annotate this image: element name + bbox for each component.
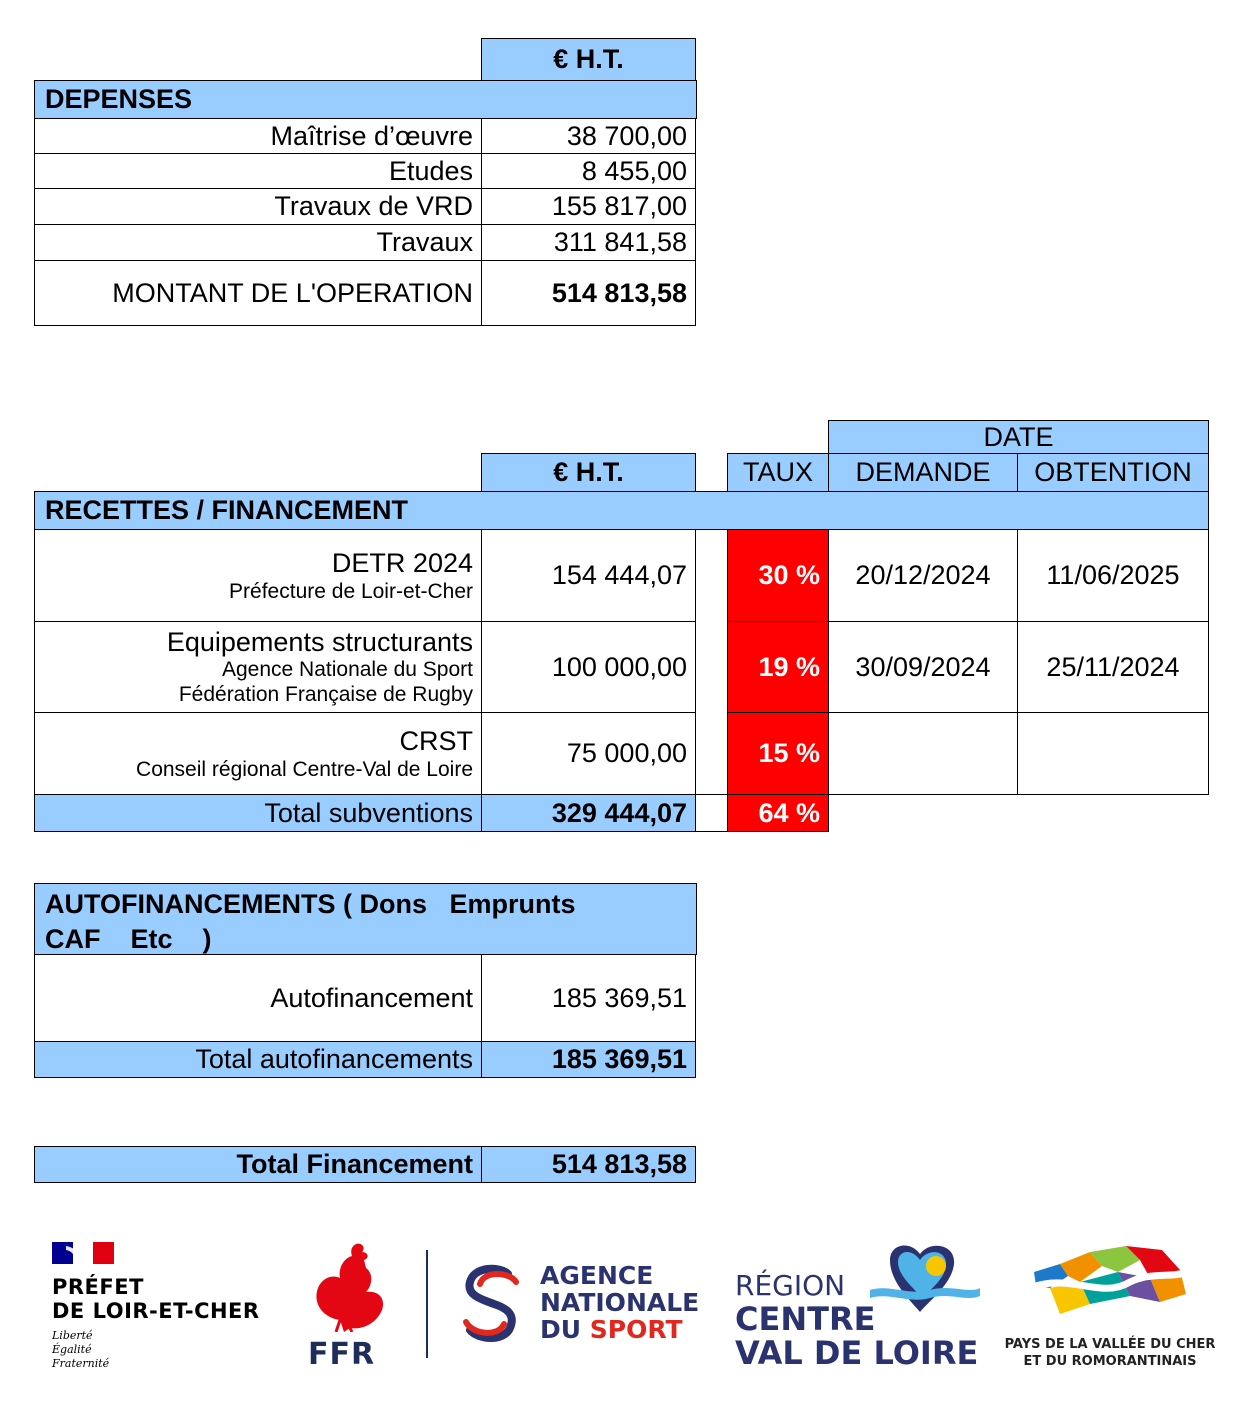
total-autofinancements-label: Total autofinancements [34,1041,482,1078]
depenses-row-label: Etudes [34,153,482,189]
funding-source-cell [34,621,482,713]
obtention-date: 25/11/2024 [1017,621,1209,713]
autofinancement-value: 185 369,51 [481,954,696,1042]
logo-divider [426,1250,428,1358]
obtention-date: 11/06/2025 [1017,529,1209,622]
ffr-logo [300,1240,400,1370]
funding-source-title: DETR 2024 [331,547,473,578]
obtention-header: OBTENTION [1017,453,1209,492]
depenses-row-value: 8 455,00 [481,153,696,189]
funding-amount: 75 000,00 [481,712,696,795]
demande-date: 30/09/2024 [828,621,1018,713]
autofinancements-section-title: AUTOFINANCEMENTS ( Dons Emprunts CAF Etc ) [34,883,697,955]
marianne-flag-icon [52,1242,114,1264]
funding-source-subtitle: Préfecture de Loir-et-Cher [229,580,473,604]
prefet-title: PRÉFET DE LOIR-ET-CHER [52,1275,260,1323]
total-financement-label: Total Financement [34,1146,482,1183]
region-text: RÉGION CENTRE VAL DE LOIRE [735,1269,979,1372]
taux-value: 19 % [727,621,829,713]
pays-logo [1000,1240,1220,1375]
funding-source-cell [34,712,482,795]
depenses-currency-header: € H.T. [481,38,696,81]
taux-value: 30 % [727,529,829,622]
funding-amount: 100 000,00 [481,621,696,713]
funding-source-subtitle: Agence Nationale du Sport [221,658,473,682]
spacer-cell [695,794,728,832]
ans-logo [460,1262,710,1352]
depenses-total-value: 514 813,58 [481,260,696,326]
total-autofinancements-value: 185 369,51 [481,1041,696,1078]
total-subventions-value: 329 444,07 [481,794,696,832]
funding-source-subtitle: Conseil régional Centre-Val de Loire [136,758,473,782]
ans-s-icon [460,1264,524,1344]
funding-source-title: Equipements structurants [166,627,473,658]
funding-source-title: CRST [399,725,473,756]
total-taux-value: 64 % [727,794,829,832]
depenses-section-title: DEPENSES [34,80,697,119]
recettes-section-title: RECETTES / FINANCEMENT [34,491,1209,530]
depenses-row-value: 38 700,00 [481,118,696,154]
taux-value: 15 % [727,712,829,795]
depenses-row-label: Travaux [34,224,482,261]
ans-text: AGENCE NATIONALE DU SPORT [540,1261,700,1344]
demande-header: DEMANDE [828,453,1018,492]
demande-date [828,712,1018,795]
obtention-date [1017,712,1209,795]
ffr-text: FFR [308,1337,376,1372]
date-header: DATE [828,420,1209,454]
funding-amount: 154 444,07 [481,529,696,622]
depenses-row-label: Travaux de VRD [34,188,482,225]
prefet-devise: Liberté Égalité Fraternité [52,1329,110,1370]
total-financement-value: 514 813,58 [481,1146,696,1183]
depenses-row-label: Maîtrise d’œuvre [34,118,482,154]
funding-source-subtitle: Fédération Française de Rugby [178,682,473,706]
recettes-currency-header: € H.T. [481,453,696,492]
depenses-total-label: MONTANT DE L'OPERATION [34,260,482,326]
pays-map-icon [1030,1242,1190,1322]
rooster-icon [304,1240,394,1332]
pays-text: PAYS DE LA VALLÉE DU CHER ET DU ROMORANTINAIS [1004,1337,1216,1369]
autofinancement-label: Autofinancement [34,954,482,1042]
depenses-row-value: 311 841,58 [481,224,696,261]
demande-date: 20/12/2024 [828,529,1018,622]
depenses-row-value: 155 817,00 [481,188,696,225]
prefet-logo [52,1242,262,1372]
total-subventions-label: Total subventions [34,794,482,832]
funding-source-cell [34,529,482,622]
taux-header: TAUX [727,453,829,492]
region-logo [735,1240,980,1375]
